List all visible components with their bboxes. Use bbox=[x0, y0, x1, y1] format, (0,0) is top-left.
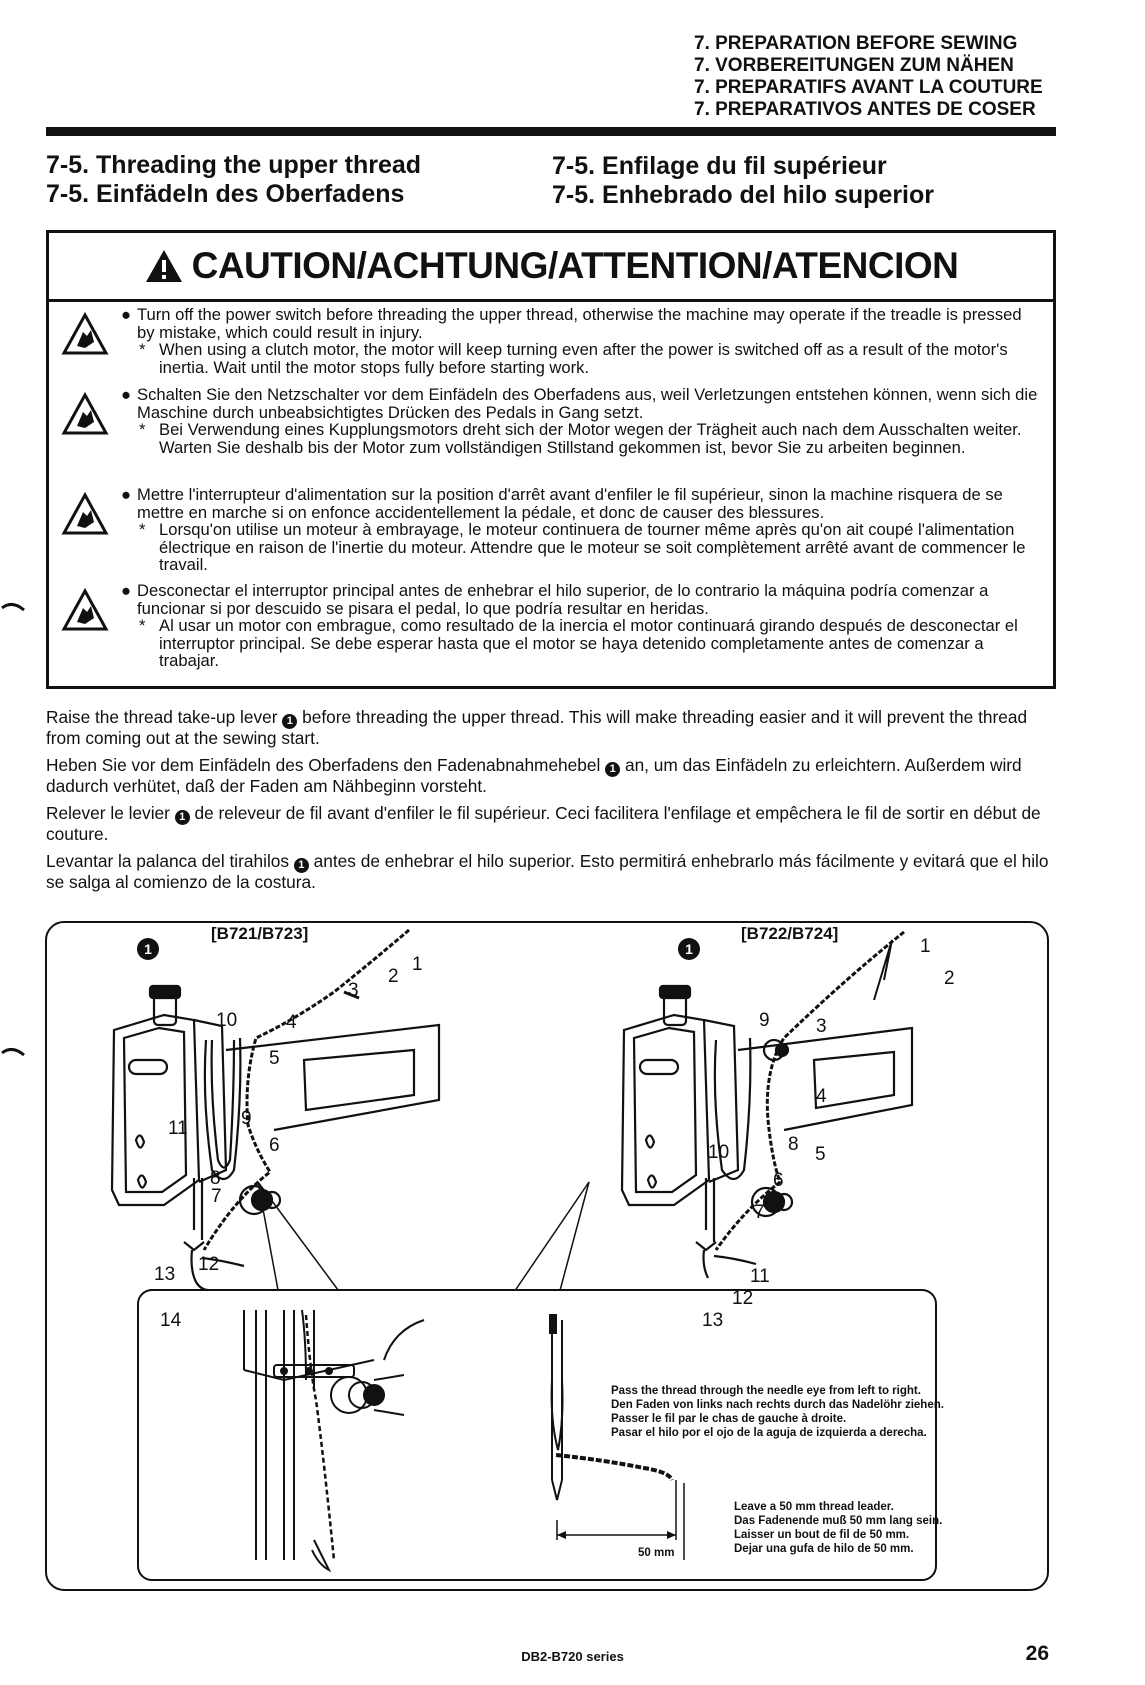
chapter-title-de: 7. VORBEREITUNGEN ZUM NÄHEN bbox=[694, 55, 1014, 76]
left-label-2: 2 bbox=[388, 966, 399, 987]
section-title-de: 7-5. Einfädeln des Oberfadens bbox=[46, 180, 405, 208]
caution-bullet-de: Schalten Sie den Netzschalter vor dem Einfädeln des Oberfadens aus, weil Verletzungen entstehen können, wenn sich die Maschine durch unbeabsichtigtes Drücken des Pedals in Gang setzt. bbox=[137, 385, 1038, 422]
footer-series: DB2-B720 series bbox=[521, 1649, 624, 1664]
ref-number-badge: 1 bbox=[605, 762, 620, 777]
right-label-13: 13 bbox=[702, 1310, 724, 1331]
right-label-2: 2 bbox=[944, 968, 955, 989]
needle-eye-note: Pass the thread through the needle eye from left to right. Den Faden von links nach rechts durch das Nadelöhr ziehen. Passer le fil par le chas de gauche à droite. Pasar el hilo por el ojo de la aguja de izquierda a derecha. bbox=[611, 1385, 944, 1439]
ref-number-badge: 1 bbox=[175, 810, 190, 825]
right-model-label: [B722/B724] bbox=[741, 924, 839, 943]
instruction-es: Levantar la palanca del tirahilos 1 antes de enhebrar el hilo superior. Esto permitirá enhebrarlo más fácilmente y evitará que el hilo se salga al comienzo de la costura. bbox=[46, 851, 1049, 892]
caution-bullet-fr: Mettre l'interrupteur d'alimentation sur la position d'arrêt avant d'enfiler le fil supérieur, sinon la machine risquera de se mettre en marche si on enfonce accidentellement la pédale, et donc de causer des blessures. bbox=[137, 485, 1003, 522]
left-label-5: 5 bbox=[269, 1048, 280, 1069]
right-label-6: 6 bbox=[773, 1170, 784, 1191]
instruction-en: Raise the thread take-up lever 1 before threading the upper thread. This will make threading easier and it will prevent the thread from coming out at the sewing start. bbox=[46, 707, 1028, 748]
section-title-fr: 7-5. Enfilage du fil supérieur bbox=[552, 152, 887, 180]
caution-group-fr: ● Mettre l'interrupteur d'alimentation sur la position d'arrêt avant d'enfiler le fil supérieur, sinon la machine risquera de se mettre en marche si on enfonce accidentellement la pédale, et donc de causer des blessures. * Lorsqu'on utilise un moteur à embrayage, le moteur continuera de tourner même après qu'on ait coupé l'alimentation électrique en raison de l'inertie du moteur. Attendre que le moteur se soit complètement arrêté avant de commencer le travail. bbox=[49, 486, 1053, 582]
caution-box bbox=[46, 230, 1056, 689]
hand-hazard-icon bbox=[61, 588, 109, 632]
caution-group-en: ● Turn off the power switch before threading the upper thread, otherwise the machine may operate if the treadle is pressed by mistake, which could result in injury. * When using a clutch motor, the motor will keep turning even after the power is switched off as a result of the motor's inertia. Wait until the motor stops fully before starting work. bbox=[49, 306, 1053, 386]
chapter-title-en: 7. PREPARATION BEFORE SEWING bbox=[694, 33, 1018, 54]
thread-path-left bbox=[204, 930, 409, 1250]
left-model-label: [B721/B723] bbox=[211, 924, 309, 943]
right-label-10: 10 bbox=[708, 1142, 730, 1163]
page-number: 26 bbox=[1025, 1642, 1049, 1665]
instruction-fr: Relever le levier 1 de releveur de fil avant d'enfiler le fil supérieur. Ceci facilitera l'enfilage et empêchera le fil de sortir en début de couture. bbox=[46, 803, 1041, 844]
left-label-14: 14 bbox=[160, 1310, 182, 1331]
left-label-13: 13 bbox=[154, 1264, 176, 1285]
right-label-8: 8 bbox=[788, 1134, 799, 1155]
caution-group-es: ● Desconectar el interruptor principal antes de enhebrar el hilo superior, de lo contrario la máquina podría comenzar a funcionar si por descuido se pisara el pedal, lo que podría resultar en heridas. * Al usar un motor con embrague, como resultado de la inercia el motor continuará girando después de desconectar el interruptor principal. Se debe esperar hasta que el motor se haya detenido completamente antes de comenzar a trabajar. bbox=[49, 582, 1053, 678]
right-label-9: 9 bbox=[759, 1010, 770, 1031]
left-label-12: 12 bbox=[198, 1254, 220, 1275]
margin-mark-icon bbox=[0, 600, 26, 614]
instruction-de: Heben Sie vor dem Einfädeln des Oberfadens den Fadenabnahmehebel 1 an, um das Einfädeln zu erleichtern. Außerdem wird dadurch verhütet, daß der Faden am Nähbeginn vorsteht. bbox=[46, 755, 1022, 796]
section-title-en: 7-5. Threading the upper thread bbox=[46, 151, 422, 179]
left-label-9: 9 bbox=[241, 1108, 252, 1129]
caution-title: CAUTION/ACHTUNG/ATTENTION/ATENCION bbox=[191, 245, 959, 286]
lever-callout-right: 1 bbox=[678, 938, 700, 960]
right-label-7: 7 bbox=[754, 1202, 765, 1223]
right-label-1: 1 bbox=[920, 936, 931, 957]
thread-leader-note: Leave a 50 mm thread leader. Das Fadenende muß 50 mm lang sein. Laisser un bout de fil de 50 mm. Dejar una gufa de hilo de 50 mm. bbox=[734, 1501, 943, 1555]
caution-bullet-es: Desconectar el interruptor principal antes de enhebrar el hilo superior, de lo contrario la máquina podría comenzar a funcionar si por descuido se pisara el pedal, lo que podría resultar en heridas. bbox=[137, 581, 989, 618]
left-label-10: 10 bbox=[216, 1010, 238, 1031]
caution-note-de: Bei Verwendung eines Kupplungsmotors dreht sich der Motor wegen der Trägheit auch nach dem Ausschalten weiter. Warten Sie deshalb bis der Motor zum vollständigen Stillstand gekommen ist, bevor Sie zu arbeiten beginnen. bbox=[159, 420, 1022, 457]
section-titles-left bbox=[46, 151, 421, 209]
left-label-3: 3 bbox=[348, 980, 359, 1001]
hand-hazard-icon bbox=[61, 312, 109, 356]
hand-hazard-icon bbox=[61, 492, 109, 536]
chapter-title-es: 7. PREPARATIVOS ANTES DE COSER bbox=[694, 99, 1036, 120]
warning-triangle-icon bbox=[144, 248, 184, 284]
margin-mark-icon bbox=[0, 1045, 26, 1059]
caution-note-en: When using a clutch motor, the motor will keep turning even after the power is switched off as a result of the motor's inertia. Wait until the motor stops fully before starting work. bbox=[159, 340, 1008, 377]
right-label-12: 12 bbox=[732, 1288, 754, 1309]
caution-bullet-en: Turn off the power switch before threading the upper thread, otherwise the machine may operate if the treadle is pressed by mistake, which could result in injury. bbox=[137, 305, 1022, 342]
left-label-11: 11 bbox=[168, 1118, 188, 1139]
left-label-8: 8 bbox=[210, 1168, 221, 1189]
header-rule bbox=[46, 127, 1056, 136]
chapter-title-fr: 7. PREPARATIFS AVANT LA COUTURE bbox=[694, 77, 1043, 98]
ref-number-badge: 1 bbox=[294, 858, 309, 873]
left-label-1: 1 bbox=[412, 954, 423, 975]
caution-group-de: ● Schalten Sie den Netzschalter vor dem Einfädeln des Oberfadens aus, weil Verletzungen entstehen können, wenn sich die Maschine durch unbeabsichtigtes Drücken des Pedals in Gang setzt. * Bei Verwendung eines Kupplungsmotors dreht sich der Motor wegen der Trägheit auch nach dem Ausschalten weiter. Warten Sie deshalb bis der Motor zum vollständigen Stillstand gekommen ist, bevor Sie zu arbeiten beginnen. bbox=[49, 386, 1053, 486]
dimension-label: 50 mm bbox=[638, 1547, 675, 1559]
thread-path-right bbox=[716, 932, 904, 1250]
left-label-6: 6 bbox=[269, 1135, 280, 1156]
right-label-11: 11 bbox=[750, 1266, 770, 1287]
section-title-es: 7-5. Enhebrado del hilo superior bbox=[552, 181, 935, 209]
hand-hazard-icon bbox=[61, 392, 109, 436]
caution-header bbox=[49, 233, 1053, 302]
threading-figure bbox=[44, 920, 1050, 1592]
right-label-3: 3 bbox=[816, 1016, 827, 1037]
left-label-7: 7 bbox=[211, 1186, 222, 1207]
right-label-4: 4 bbox=[816, 1086, 827, 1107]
ref-number-badge: 1 bbox=[282, 714, 297, 729]
section-titles-right bbox=[552, 152, 934, 210]
right-label-5: 5 bbox=[815, 1144, 826, 1165]
lever-callout-left: 1 bbox=[137, 938, 159, 960]
chapter-header bbox=[694, 33, 1043, 121]
caution-note-fr: Lorsqu'on utilise un moteur à embrayage, le moteur continuera de tourner même après qu'on ait coupé l'alimentation électrique en raison de l'inertie du moteur. Attendre que le moteur se soit complètement arrêté avant de commencer le travail. bbox=[159, 520, 1026, 574]
left-label-4: 4 bbox=[286, 1012, 297, 1033]
caution-note-es: Al usar un motor con embrague, como resultado de la inercia el motor continuará girando después de desconectar el interruptor principal. Se debe esperar hasta que el motor se haya detenido completamente antes de comenzar a trabajar. bbox=[159, 616, 1018, 670]
